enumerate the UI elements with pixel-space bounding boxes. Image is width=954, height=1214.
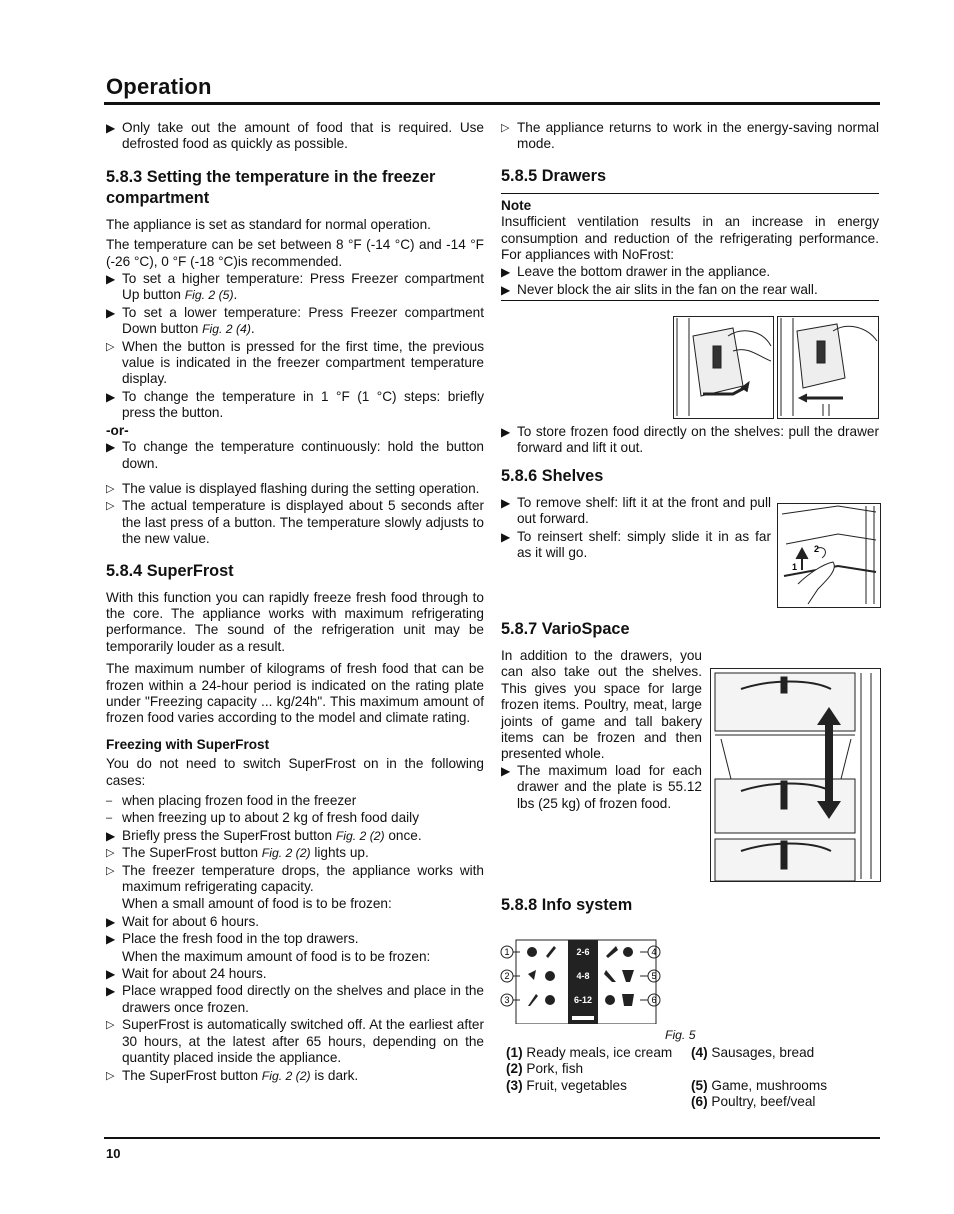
result-arrow-icon: ▷ xyxy=(106,864,115,877)
subheading-freezing-with-superfrost: Freezing with SuperFrost xyxy=(106,736,270,752)
action-item: ▶ To set a lower temperature: Press Freezer compartment Down button Fig. 2 (4). xyxy=(106,304,484,337)
action-arrow-icon: ▶ xyxy=(501,282,511,297)
page-title: Operation xyxy=(106,74,212,99)
result-arrow-icon: ▷ xyxy=(106,847,115,860)
result-arrow-icon: ▷ xyxy=(106,1019,115,1032)
paragraph: The maximum number of kilograms of fresh food that can be frozen within a 24-hour period is indicated on the rating plate under "Freezing capacity ... kg/24h". This maximum amount of frozen food varies according to the model and climate rating. xyxy=(106,661,484,726)
section-heading-5-8-5: 5.8.5 Drawers xyxy=(501,166,606,185)
variospace-section xyxy=(501,619,702,813)
legend-item: (4) Sausages, bread xyxy=(691,1045,815,1060)
action-arrow-icon: ▶ xyxy=(501,265,511,280)
variospace-illustration xyxy=(711,669,880,881)
footer-rule xyxy=(104,1137,880,1139)
result-item: ▷ The actual temperature is displayed about 5 seconds after the last press of a button. The temperature slowly adjusts to the new value. xyxy=(106,498,484,547)
result-item: ▷ When the button is pressed for the first time, the previous value is indicated in the freezer compartment temperature display. xyxy=(106,338,484,387)
fruit-icon xyxy=(545,995,555,1005)
result-item: ▷ The freezer temperature drops, the appliance works with maximum refrigerating capacity. xyxy=(106,862,484,895)
action-arrow-icon: ▶ xyxy=(106,914,116,929)
action-item: ▶ The maximum load for each drawer and the plate is 55.12 lbs (25 kg) of frozen food. xyxy=(501,762,702,811)
paragraph: With this function you can rapidly freeze fresh food through to the core. The appliance works with maximum refrigerating performance. The sound of the refrigeration unit may be temporarily louder as a result. xyxy=(106,589,484,654)
section-heading-5-8-8: 5.8.8 Info system xyxy=(501,896,633,914)
section-heading-5-8-7: 5.8.7 VarioSpace xyxy=(501,620,630,638)
shelves-section xyxy=(501,466,771,563)
action-item: ▶ Wait for about 24 hours. xyxy=(106,966,267,982)
action-item: ▶ To remove shelf: lift it at the front and pull out forward. xyxy=(501,495,771,527)
left-column xyxy=(106,120,484,1085)
poultry-icon xyxy=(605,995,615,1005)
month-range-2: 4-8 xyxy=(576,971,590,981)
action-item: ▶ To store frozen food directly on the shelves: pull the drawer forward and lift it out. xyxy=(501,424,879,456)
action-arrow-icon: ▶ xyxy=(106,984,116,999)
shelf-illustration xyxy=(778,504,880,607)
note-paragraph: Insufficient ventilation results in an increase in energy consumption and reduction of the refrigerating performance. For appliances with NoFrost: xyxy=(501,214,879,263)
brand-logo xyxy=(572,1016,594,1020)
month-range-1: 2-6 xyxy=(576,947,590,957)
action-arrow-icon: ▶ xyxy=(106,305,116,320)
circle-4: 4 xyxy=(651,947,657,957)
shelf-step-1: 1 xyxy=(792,562,798,572)
action-arrow-icon: ▶ xyxy=(106,389,116,404)
legend-item: (3) Fruit, vegetables xyxy=(506,1077,627,1093)
dash-item: – when placing frozen food in the freezer xyxy=(106,793,357,808)
action-item: ▶ To set a higher temperature: Press Freezer compartment Up button Fig. 2 (5). xyxy=(106,271,484,303)
action-arrow-icon: ▶ xyxy=(106,828,116,843)
circle-5: 5 xyxy=(651,971,657,981)
or-separator: -or- xyxy=(106,422,129,438)
section-heading-5-8-3: 5.8.3 Setting the temperature in the freezer compartment xyxy=(106,167,436,207)
bread-icon xyxy=(623,947,633,957)
dash-item: – when freezing up to about 2 kg of fresh food daily xyxy=(106,810,419,826)
variospace-figure xyxy=(710,668,881,882)
paragraph: You do not need to switch SuperFrost on in the following cases: xyxy=(106,756,484,788)
page-number: 10 xyxy=(106,1146,121,1161)
action-arrow-icon: ▶ xyxy=(106,967,116,982)
info-system-section xyxy=(501,895,879,924)
result-arrow-icon: ▷ xyxy=(106,500,115,513)
drawer-removal-figure xyxy=(673,316,879,419)
action-arrow-icon: ▶ xyxy=(106,272,116,287)
section-heading-5-8-6: 5.8.6 Shelves xyxy=(501,467,604,485)
result-arrow-icon: ▷ xyxy=(501,122,510,134)
circle-3: 3 xyxy=(504,995,510,1005)
shelf-step-2: 2 xyxy=(814,544,820,554)
header-rule xyxy=(104,102,880,105)
note-title: Note xyxy=(501,197,532,213)
legend-item: (6) Poultry, beef/veal xyxy=(691,1094,816,1110)
ready-meal-icon xyxy=(527,947,537,957)
paragraph: In addition to the drawers, you can also take out the shelves. This gives you space for large frozen items. Poultry, meat, large joints of game and tall bakery items can be frozen and then presented whole. xyxy=(501,648,702,762)
fish-icon xyxy=(545,971,555,981)
month-range-3: 6-12 xyxy=(573,995,593,1005)
figure-label: Fig. 5 xyxy=(665,1028,696,1042)
intro-bullet: ▶ Only take out the amount of food that is required. Use defrosted food as quickly as possible. xyxy=(106,120,484,152)
result-item: ▷ SuperFrost is automatically switched off. At the earliest after 30 hours, at the latest after 65 hours, depending on the quantity placed inside the appliance. xyxy=(106,1017,484,1066)
legend-item: (1) Ready meals, ice cream xyxy=(506,1045,673,1060)
legend-left xyxy=(506,1045,676,1094)
note-rule-top xyxy=(501,193,879,194)
result-arrow-icon: ▷ xyxy=(106,340,115,353)
result-arrow-icon: ▷ xyxy=(106,482,115,495)
circle-6: 6 xyxy=(651,995,657,1005)
condition-text: When a small amount of food is to be frozen: xyxy=(122,896,392,912)
action-item: ▶ Briefly press the SuperFrost button Fig. 2 (2) once. xyxy=(106,827,422,843)
result-item: ▷ The value is displayed flashing during the setting operation. xyxy=(106,480,480,496)
action-arrow-icon: ▶ xyxy=(501,496,511,510)
action-item: ▶ Place wrapped food directly on the shelves and place in the drawers once frozen. xyxy=(106,983,484,1015)
section-heading-5-8-4: 5.8.4 SuperFrost xyxy=(106,561,234,580)
action-arrow-icon: ▶ xyxy=(106,121,116,135)
action-arrow-icon: ▶ xyxy=(106,440,116,455)
beef-icon xyxy=(622,994,634,1006)
dash-marker: – xyxy=(106,795,113,807)
action-item: ▶ Leave the bottom drawer in the appliance. xyxy=(501,264,771,280)
paragraph: The temperature can be set between 8 °F (-14 °C) and -14 °F (-26 °C), 0 °F (-18 °C)is recommended. xyxy=(106,237,484,269)
right-column-top xyxy=(501,120,879,305)
action-arrow-icon: ▶ xyxy=(501,763,511,778)
drawer-action xyxy=(501,424,879,458)
drawer-illustration xyxy=(673,316,879,419)
action-item: ▶ To change the temperature in 1 °F (1 °C) steps: briefly press the button. xyxy=(106,388,484,421)
action-item: ▶ Never block the air slits in the fan on the rear wall. xyxy=(501,281,818,297)
shelf-figure xyxy=(777,503,881,608)
action-item: ▶ Wait for about 6 hours. xyxy=(106,913,260,929)
circle-1: 1 xyxy=(504,947,510,957)
action-arrow-icon: ▶ xyxy=(106,932,116,947)
action-arrow-icon: ▶ xyxy=(501,425,511,439)
legend-right xyxy=(691,1045,879,1111)
action-arrow-icon: ▶ xyxy=(501,529,511,544)
action-item: ▶ To change the temperature continuously: hold the button down. xyxy=(106,439,484,471)
result-item: ▷ The SuperFrost button Fig. 2 (2) lights up. xyxy=(106,845,369,861)
paragraph: The appliance is set as standard for normal operation. xyxy=(106,216,431,232)
result-item: ▷ The SuperFrost button Fig. 2 (2) is dark. xyxy=(106,1067,359,1083)
info-system-illustration xyxy=(500,938,670,1024)
result-item: ▷ The appliance returns to work in the energy-saving normal mode. xyxy=(501,120,879,152)
note-rule-bottom xyxy=(501,300,879,301)
circle-2: 2 xyxy=(504,971,510,981)
result-arrow-icon: ▷ xyxy=(106,1069,115,1082)
action-item: ▶ To reinsert shelf: simply slide it in as far as it will go. xyxy=(501,528,771,561)
action-item: ▶ Place the fresh food in the top drawers. xyxy=(106,931,359,947)
dash-marker: – xyxy=(106,812,113,825)
condition-text: When the maximum amount of food is to be frozen: xyxy=(122,948,431,964)
legend-item: (2) Pork, fish xyxy=(506,1061,584,1077)
info-system-figure xyxy=(500,938,670,1024)
legend-item: (5) Game, mushrooms xyxy=(691,1077,827,1093)
